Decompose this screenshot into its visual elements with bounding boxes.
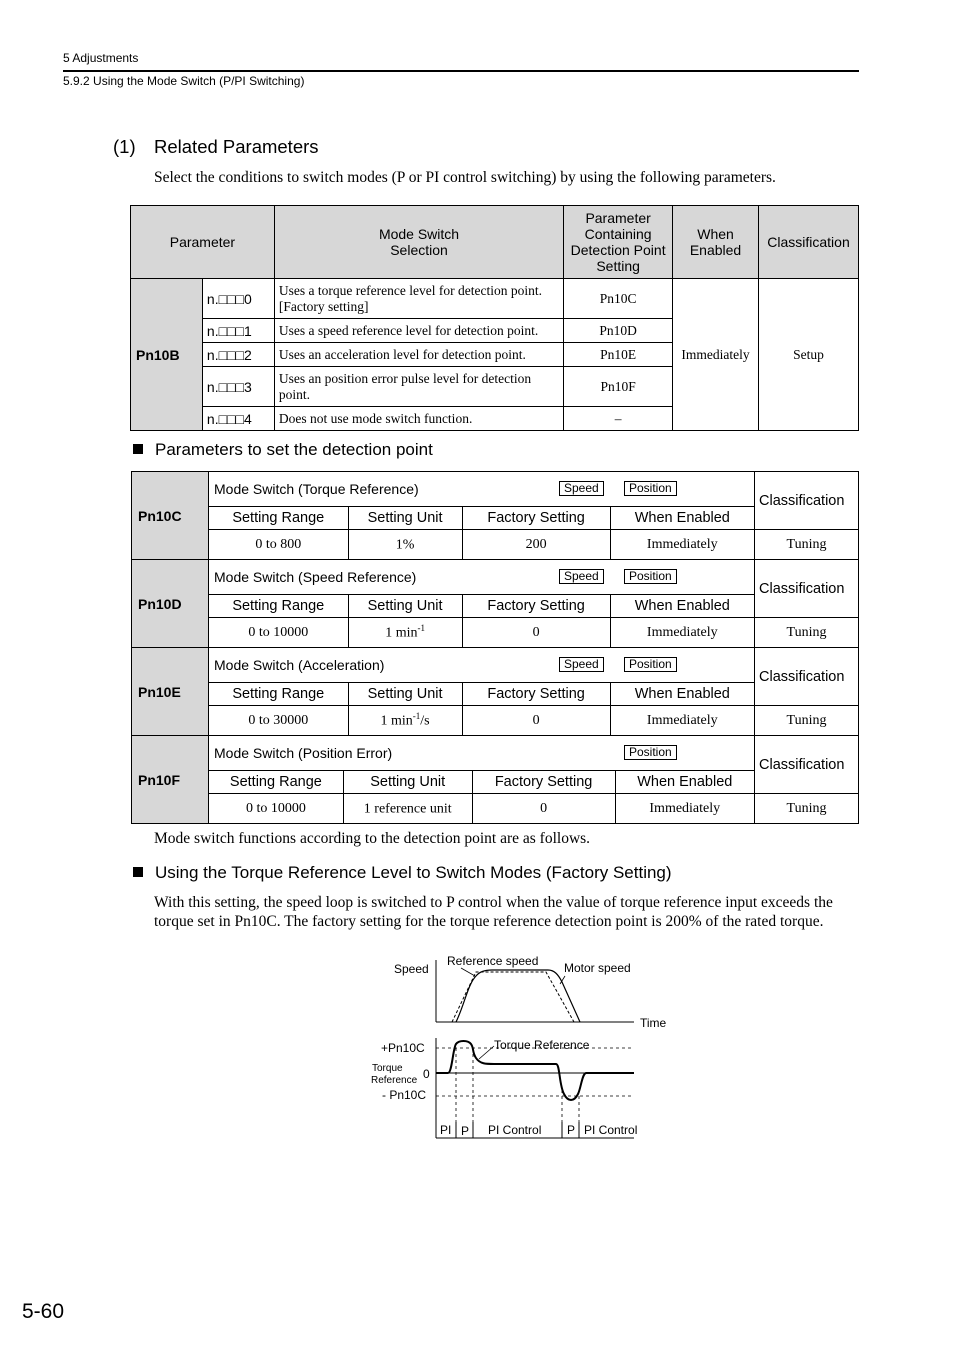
bullet-square-icon <box>133 444 143 454</box>
torque-section-paragraph: With this setting, the speed loop is switched to P control when the value of torque reference input exceeds the torque set in Pn10C. The factory setting for the torque reference detection point is 200% of the rated torque. <box>154 894 833 930</box>
running-header-section: 5.9.2 Using the Mode Switch (P/PI Switching) <box>63 74 305 88</box>
setting-unit-value: 1% <box>348 530 462 560</box>
when-enabled-label: When Enabled <box>615 771 754 794</box>
mode-switch-timing-diagram <box>360 940 667 1145</box>
factory-setting-value: 0 <box>462 618 610 648</box>
segment-p-1: P <box>461 1124 470 1138</box>
bullet-square-icon <box>133 867 143 877</box>
reference-speed-label: Reference speed <box>447 954 539 968</box>
detection-point-param: Pn10C <box>564 279 673 319</box>
when-enabled-value: Immediately <box>610 530 754 560</box>
reference-speed-leader <box>461 968 475 976</box>
param-name-cell <box>209 736 755 771</box>
when-enabled-value: Immediately <box>673 279 759 431</box>
classification-value: Tuning <box>755 618 859 648</box>
mode-description: Uses a speed reference level for detection point. <box>274 319 563 343</box>
detection-point-param: Pn10F <box>564 367 673 407</box>
param-name-cell <box>209 648 755 683</box>
speed-axis-label: Speed <box>394 962 429 976</box>
param-id: Pn10C <box>132 472 209 560</box>
setting-range-value: 0 to 10000 <box>209 618 349 648</box>
speed-tag: Speed <box>559 481 604 496</box>
setting-unit-label: Setting Unit <box>348 507 462 530</box>
classification-label: Classification <box>755 560 859 618</box>
detection-point-heading-text: Parameters to set the detection point <box>155 440 433 459</box>
classification-label: Classification <box>755 472 859 530</box>
speed-tag: Speed <box>559 657 604 672</box>
setting-unit-label: Setting Unit <box>348 595 462 618</box>
segment-p-2: P <box>567 1123 576 1137</box>
setting-range-label: Setting Range <box>209 595 349 618</box>
mode-description: Uses an acceleration level for detection point. <box>274 343 563 367</box>
param-id: Pn10D <box>132 560 209 648</box>
setting-range-label: Setting Range <box>209 683 349 706</box>
mode-code: n.□□□1 <box>202 319 274 343</box>
speed-tag: Speed <box>559 569 604 584</box>
classification-value: Tuning <box>755 530 859 560</box>
time-axis-label: Time <box>640 1016 667 1030</box>
param-id: Pn10E <box>132 648 209 736</box>
when-enabled-value: Immediately <box>610 618 754 648</box>
setting-unit-label: Setting Unit <box>348 683 462 706</box>
header-rule <box>63 70 859 72</box>
plus-pn10c-label: +Pn10C <box>381 1041 425 1055</box>
factory-setting-label: Factory Setting <box>462 683 610 706</box>
factory-setting-label: Factory Setting <box>462 595 610 618</box>
position-tag: Position <box>624 745 677 760</box>
page-number: 5-60 <box>22 1300 65 1323</box>
mode-code: n.□□□4 <box>202 407 274 431</box>
torque-axis-label-line2: Reference <box>371 1075 418 1086</box>
header-parameter: Parameter <box>131 206 275 279</box>
intro-paragraph: Select the conditions to switch modes (P or PI control switching) by using the following parameters. <box>154 169 776 186</box>
detection-point-heading <box>133 440 433 460</box>
motor-speed-curve <box>456 970 580 1022</box>
setting-unit-label: Setting Unit <box>343 771 472 794</box>
reference-speed-curve <box>452 972 574 1022</box>
mode-description: Does not use mode switch function. <box>274 407 563 431</box>
param-name: Mode Switch (Speed Reference) <box>214 569 417 585</box>
param-name: Mode Switch (Acceleration) <box>214 657 385 673</box>
detection-point-param: Pn10D <box>564 319 673 343</box>
classification-value: Tuning <box>755 794 859 824</box>
classification-label: Classification <box>755 736 859 794</box>
setting-range-value: 0 to 30000 <box>209 706 349 736</box>
position-tag: Position <box>624 481 677 496</box>
header-classification: Classification <box>759 206 859 279</box>
param-name-cell <box>209 560 755 595</box>
factory-setting-label: Factory Setting <box>462 507 610 530</box>
section-heading <box>113 136 319 158</box>
mode-code: n.□□□0 <box>202 279 274 319</box>
factory-setting-value: 200 <box>462 530 610 560</box>
when-enabled-value: Immediately <box>615 794 754 824</box>
param-name: Mode Switch (Position Error) <box>214 745 393 761</box>
header-when-enabled: When Enabled <box>673 206 759 279</box>
param-block-pn10c <box>131 471 859 560</box>
when-enabled-label: When Enabled <box>610 595 754 618</box>
minus-pn10c-label: - Pn10C <box>382 1088 427 1102</box>
segment-pi-control-1: PI Control <box>488 1123 542 1137</box>
position-tag: Position <box>624 657 677 672</box>
header-detection-point-param: Parameter Containing Detection Point Setting <box>564 206 673 279</box>
zero-label: 0 <box>423 1067 430 1081</box>
factory-setting-label: Factory Setting <box>472 771 615 794</box>
param-block-pn10d <box>131 559 859 648</box>
detection-point-param: Pn10E <box>564 343 673 367</box>
setting-range-label: Setting Range <box>209 507 349 530</box>
factory-setting-value: 0 <box>462 706 610 736</box>
running-header-chapter: 5 Adjustments <box>63 51 139 65</box>
param-block-pn10f <box>131 735 859 824</box>
segment-pi-1: PI <box>440 1123 452 1137</box>
setting-unit-value: 1 $\min^{-1}/s$ <box>348 706 462 736</box>
setting-unit-value: 1 $\min^{-1}$ <box>348 618 462 648</box>
param-cell-pn10b: Pn10B <box>131 279 203 431</box>
setting-range-label: Setting Range <box>209 771 344 794</box>
torque-section-heading-text: Using the Torque Reference Level to Switch Modes (Factory Setting) <box>155 863 672 882</box>
when-enabled-label: When Enabled <box>610 507 754 530</box>
mode-code: n.□□□3 <box>202 367 274 407</box>
torque-reference-label: Torque Reference <box>494 1038 590 1052</box>
setting-range-value: 0 to 800 <box>209 530 349 560</box>
setting-range-value: 0 to 10000 <box>209 794 344 824</box>
classification-value: Setup <box>759 279 859 431</box>
torque-axis-label-line1: Torque <box>372 1063 403 1074</box>
setting-unit-value: 1 reference unit <box>343 794 472 824</box>
detection-point-param: – <box>564 407 673 431</box>
mode-code: n.□□□2 <box>202 343 274 367</box>
param-block-pn10e <box>131 647 859 736</box>
section-number: (1) <box>113 136 136 157</box>
mode-description: Uses a torque reference level for detection point. [Factory setting] <box>274 279 563 319</box>
classification-label: Classification <box>755 648 859 706</box>
param-name: Mode Switch (Torque Reference) <box>214 481 419 497</box>
mode-description: Uses an position error pulse level for detection point. <box>274 367 563 407</box>
classification-value: Tuning <box>755 706 859 736</box>
mode-switch-selection-table <box>130 205 859 431</box>
param-id: Pn10F <box>132 736 209 824</box>
factory-setting-value: 0 <box>472 794 615 824</box>
torque-section-heading <box>133 863 672 883</box>
section-title: Related Parameters <box>154 136 319 157</box>
motor-speed-label: Motor speed <box>564 961 631 975</box>
when-enabled-label: When Enabled <box>610 683 754 706</box>
position-tag: Position <box>624 569 677 584</box>
segment-pi-control-2: PI Control <box>584 1123 638 1137</box>
detection-point-note: Mode switch functions according to the detection point are as follows. <box>154 830 591 847</box>
param-name-cell <box>209 472 755 507</box>
header-mode-switch-selection: Mode Switch Selection <box>274 206 563 279</box>
when-enabled-value: Immediately <box>610 706 754 736</box>
